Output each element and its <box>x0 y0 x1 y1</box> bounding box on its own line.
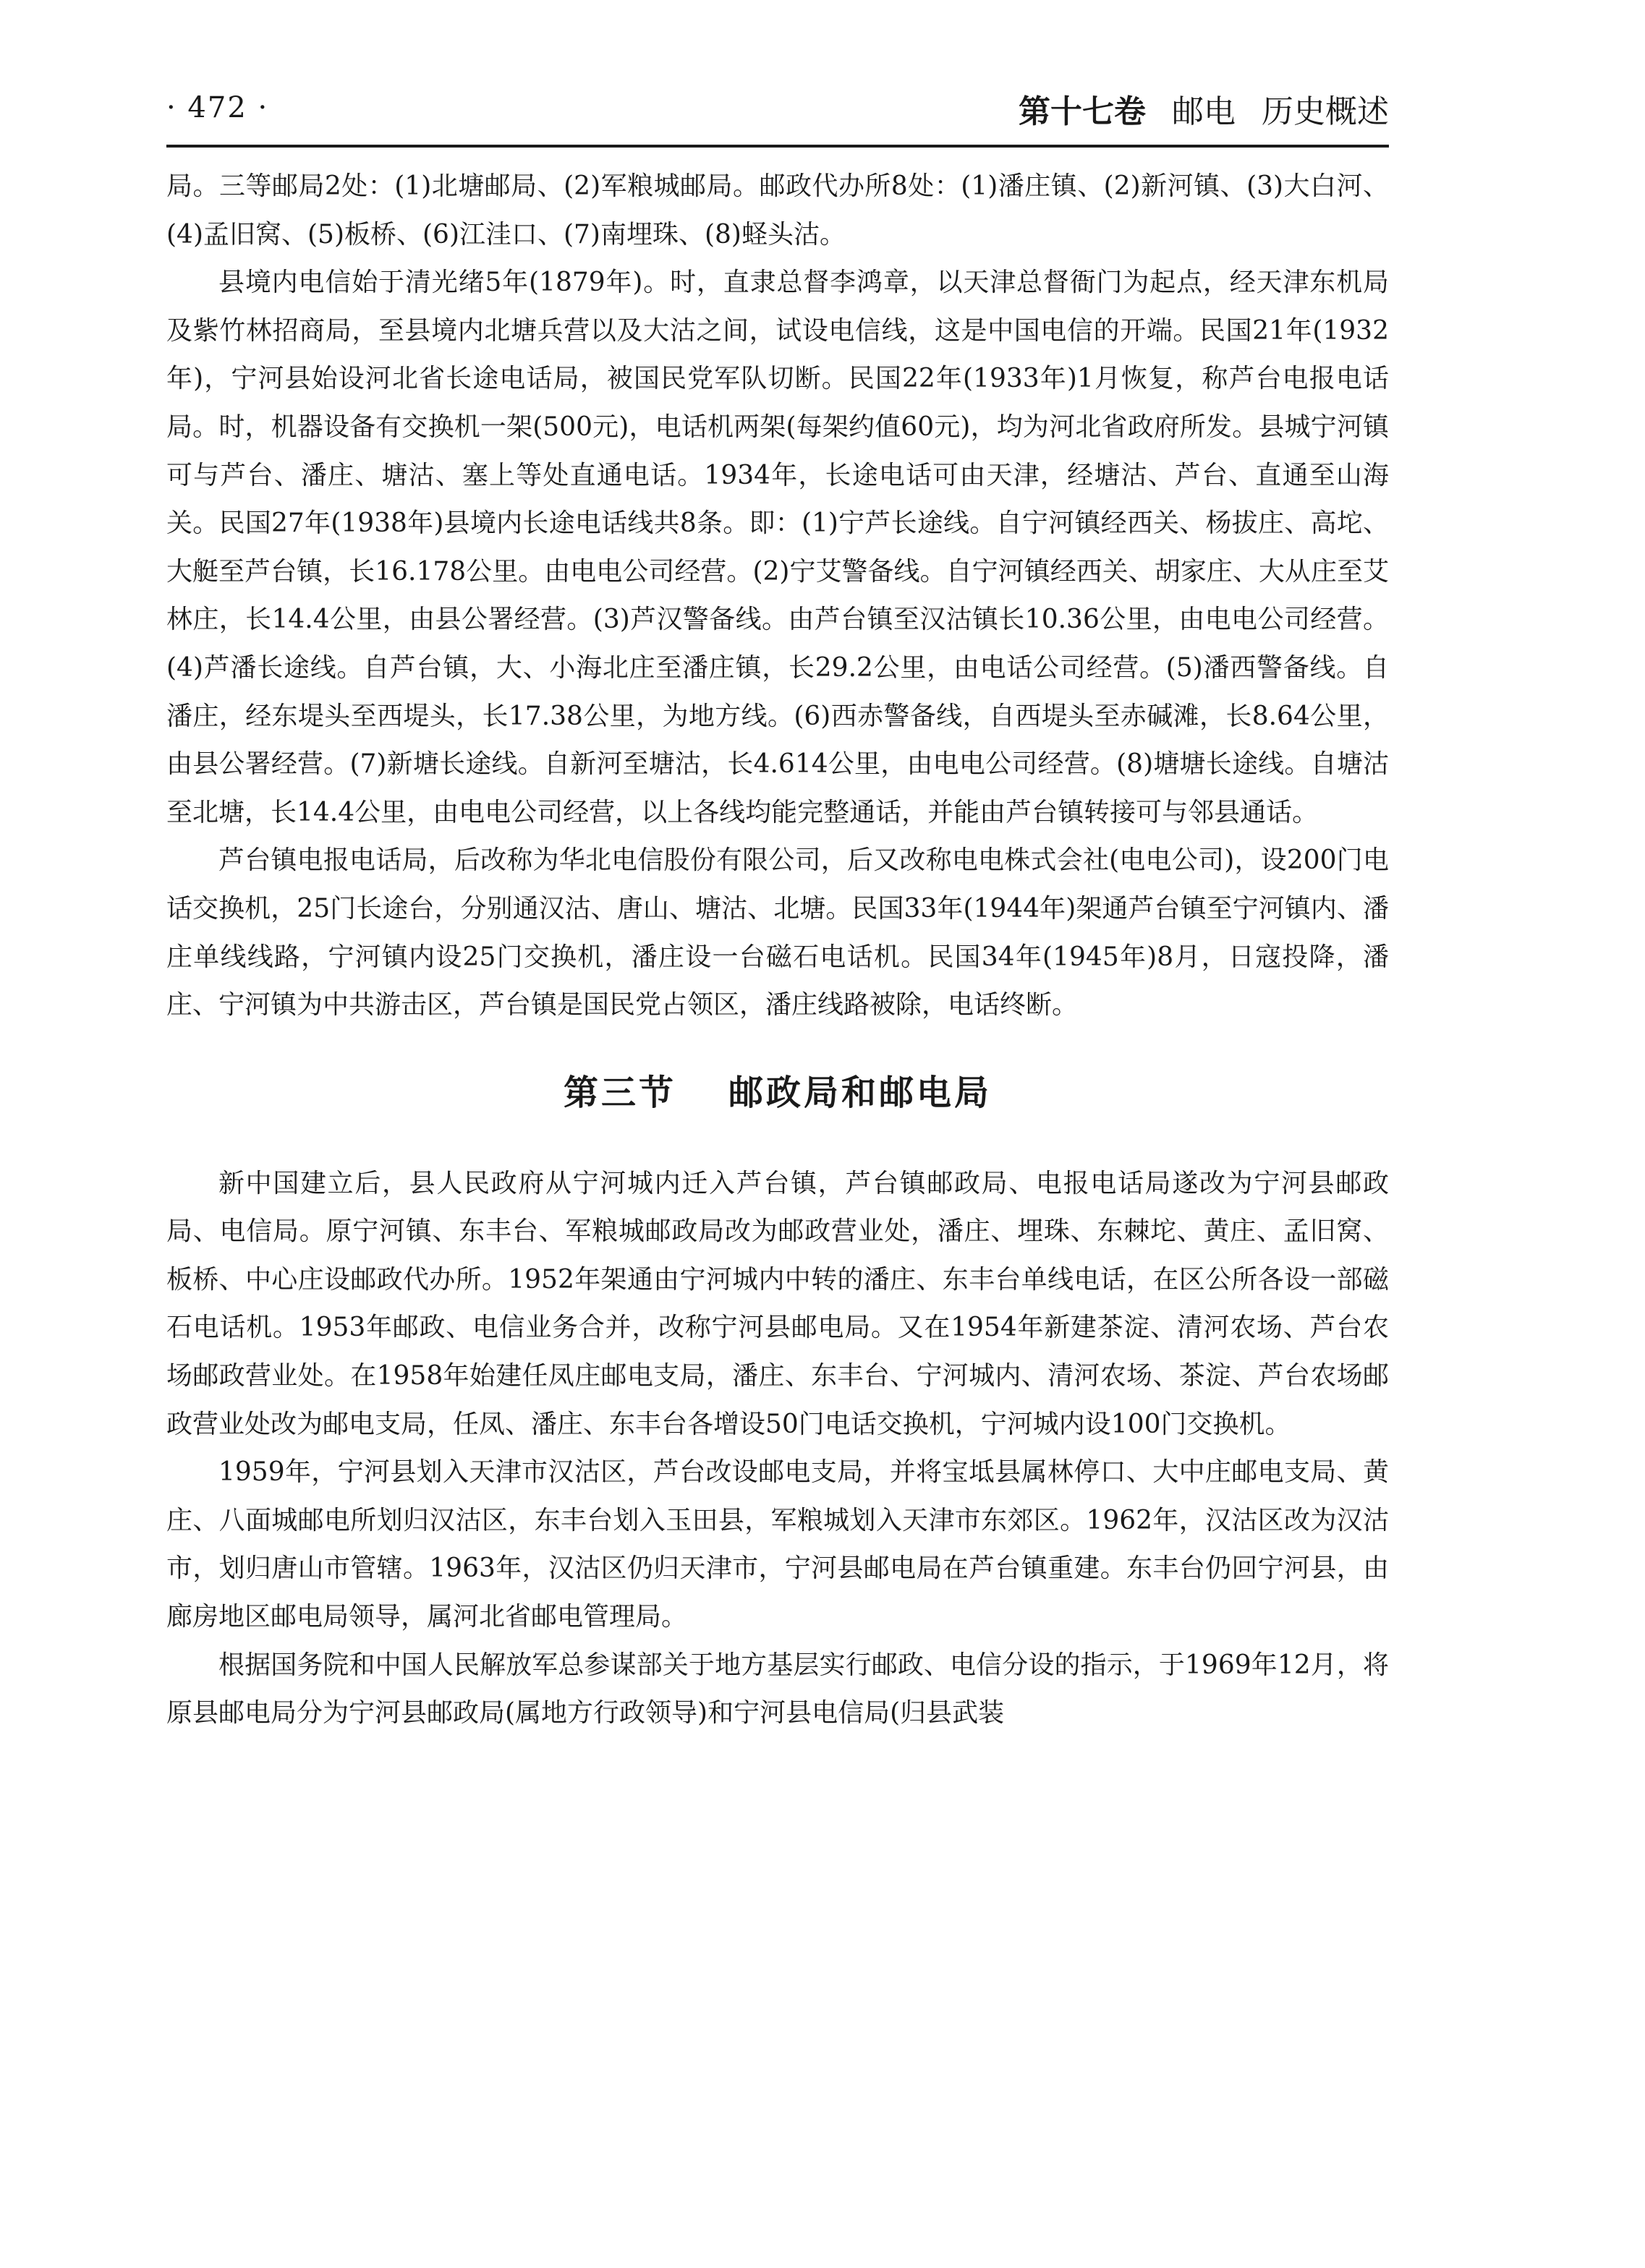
paragraph: 1959年，宁河县划入天津市汉沽区，芦台改设邮电支局，并将宝坻县属林停口、大中庄邮电支局、黄庄、八面城邮电所划归汉沽区，东丰台划入玉田县，军粮城划入天津市东郊区。1962年，汉沽区改为汉沽市，划归唐山市管辖。1963年，汉沽区仍归天津市，宁河县邮电局在芦台镇重建。东丰台仍回宁河县，由廊房地区邮电局领导，属河北省邮电管理局。 <box>166 1457 1389 1632</box>
paragraph: 芦台镇电报电话局，后改称为华北电信股份有限公司，后又改称电电株式会社(电电公司)，设200门电话交换机，25门长途台，分别通汉沽、唐山、塘沽、北塘。民国33年(1944年)架通芦台镇至宁河镇内、潘庄单线线路，宁河镇内设25门交换机，潘庄设一台磁石电话机。民国34年(1945年)8月，日寇投降，潘庄、宁河镇为中共游击区，芦台镇是国民党占领区，潘庄线路被除，电话终断。 <box>166 845 1389 1020</box>
paragraph: 新中国建立后，县人民政府从宁河城内迁入芦台镇，芦台镇邮政局、电报电话局遂改为宁河县邮政局、电信局。原宁河镇、东丰台、军粮城邮政局改为邮政营业处，潘庄、埋珠、东棘坨、黄庄、孟旧窝、板桥、中心庄设邮政代办所。1952年架通由宁河城内中转的潘庄、东丰台单线电话，在区公所各设一部磁石电话机。1953年邮政、电信业务合并，改称宁河县邮电局。又在1954年新建茶淀、清河农场、芦台农场邮政营业处。在1958年始建任凤庄邮电支局，潘庄、东丰台、宁河城内、清河农场、茶淀、芦台农场邮政营业处改为邮电支局，任凤、潘庄、东丰台各增设50门电话交换机，宁河城内设100门交换机。 <box>166 1168 1389 1439</box>
page-number: · 472 · <box>166 91 269 124</box>
page-header <box>166 85 1389 143</box>
subject-label: 邮电 <box>1172 93 1236 130</box>
section-number: 第三节 <box>563 1072 676 1113</box>
running-head <box>1019 85 1389 132</box>
section-label: 历史概述 <box>1262 93 1389 130</box>
page-body <box>166 163 1389 1738</box>
paragraph: 县境内电信始于清光绪5年(1879年)。时，直隶总督李鸿章，以天津总督衙门为起点，经天津东机局及紫竹林招商局，至县境内北塘兵营以及大沽之间，试设电信线，这是中国电信的开端。民国21年(1932年)，宁河县始设河北省长途电话局，被国民党军队切断。民国22年(1933年)1月恢复，称芦台电报电话局。时，机器设备有交换机一架(500元)，电话机两架(每架约值60元)，均为河北省政府所发。县城宁河镇可与芦台、潘庄、塘沽、塞上等处直通电话。1934年，长途电话可由天津，经塘沽、芦台、直通至山海关。民国27年(1938年)县境内长途电话线共8条。即：(1)宁芦长途线。自宁河镇经西关、杨拔庄、高坨、大艇至芦台镇，长16.178公里。由电电公司经营。(2)宁艾警备线。自宁河镇经西关、胡家庄、大从庄至艾林庄，长14.4公里，由县公署经营。(3)芦汉警备线。由芦台镇至汉沽镇长10.36公里，由电电公司经营。(4)芦潘长途线。自芦台镇，大、小海北庄至潘庄镇，长29.2公里，由电话公司经营。(5)潘西警备线。自潘庄，经东堤头至西堤头，长17.38公里，为地方线。(6)西赤警备线，自西堤头至赤碱滩，长8.64公里，由县公署经营。(7)新塘长途线。自新河至塘沽，长4.614公里，由电电公司经营。(8)塘塘长途线。自塘沽至北塘，长14.4公里，由电电公司经营，以上各线均能完整通话，并能由芦台镇转接可与邻县通话。 <box>166 268 1389 827</box>
volume-label: 第十七卷 <box>1019 93 1146 130</box>
paragraph: 局。三等邮局2处：(1)北塘邮局、(2)军粮城邮局。邮政代办所8处：(1)潘庄镇、(2)新河镇、(3)大白河、(4)孟旧窝、(5)板桥、(6)江洼口、(7)南埋珠、(8)蛏头沽。 <box>166 171 1389 250</box>
section-heading <box>166 1067 1389 1118</box>
section-title: 邮政局和邮电局 <box>728 1072 992 1113</box>
paragraph: 根据国务院和中国人民解放军总参谋部关于地方基层实行邮政、电信分设的指示，于1969年12月，将原县邮电局分为宁河县邮政局(属地方行政领导)和宁河县电信局(归县武装 <box>166 1650 1389 1728</box>
header-rule <box>166 145 1389 148</box>
